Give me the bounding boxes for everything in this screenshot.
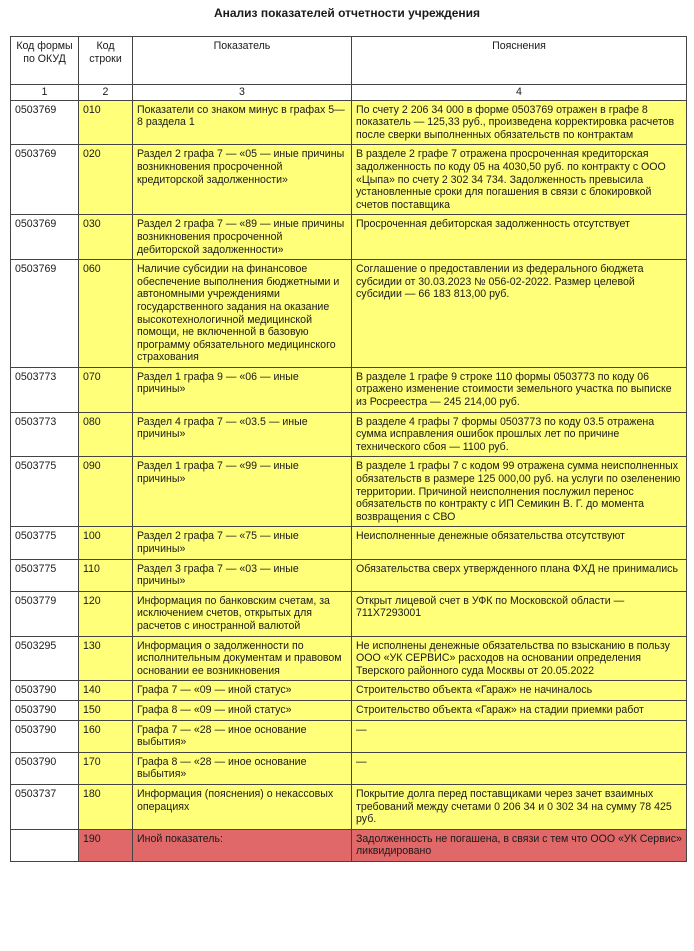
form-code-cell: 0503769 [11,215,79,260]
form-code-cell: 0503769 [11,145,79,215]
note-cell: Открыт лицевой счет в УФК по Московской области — 711Х7293001 [352,591,687,636]
form-code-cell: 0503779 [11,591,79,636]
header-notes: Пояснения [352,37,687,85]
header-indicator: Показатель [133,37,352,85]
line-code-cell: 150 [79,700,133,720]
indicator-cell: Раздел 4 графа 7 — «03.5 — иные причины» [133,412,352,457]
table-row [11,700,687,720]
indicator-cell: Показатели со знаком минус в графах 5—8 раздела 1 [133,100,352,145]
note-cell: Строительство объекта «Гараж» не начиналось [352,681,687,701]
line-code-cell: 110 [79,559,133,591]
note-cell: В разделе 4 графы 7 формы 0503773 по коду 03.5 отражена сумма исправления ошибок прошлых лет по причине технического сбоя — 1100 руб. [352,412,687,457]
table-row [11,215,687,260]
indicator-cell: Наличие субсидии на финансовое обеспечение выполнения бюджетными и автономными учреждениями государственного задания на оказание высокотехнологичной медицинской помощи, не включенной в базовую программу обязательного медицинского страхования [133,260,352,368]
form-code-cell: 0503773 [11,367,79,412]
line-code-cell: 070 [79,367,133,412]
header-line-code: Код строки [79,37,133,85]
indicator-cell: Информация по банковским счетам, за исключением счетов, открытых для расчетов с иностранной валютой [133,591,352,636]
table-row [11,527,687,559]
line-code-cell: 030 [79,215,133,260]
indicator-cell: Раздел 2 графа 7 — «75 — иные причины» [133,527,352,559]
note-cell: Не исполнены денежные обязательства по взысканию в пользу ООО «УК СЕРВИС» расходов на основании определения Тверского районного суда Москвы от 20.05.2022 [352,636,687,681]
indicator-cell: Графа 7 — «28 — иное основание выбытия» [133,720,352,752]
indicator-cell: Графа 8 — «28 — иное основание выбытия» [133,752,352,784]
form-code-cell: 0503769 [11,260,79,368]
note-cell: Задолженность не погашена, в связи с тем что ООО «УК Сервис» ликвидировано [352,829,687,861]
form-code-cell: 0503773 [11,412,79,457]
table-row [11,752,687,784]
form-code-cell [11,829,79,861]
note-cell: Покрытие долга перед поставщиками через зачет взаимных требований между счетами 0 206 34 и 0 302 34 на сумму 78 425 руб. [352,784,687,829]
indicator-cell: Раздел 1 графа 9 — «06 — иные причины» [133,367,352,412]
note-cell: В разделе 1 графы 7 с кодом 99 отражена сумма неисполненных обязательств в размере 125 000,00 руб. на услуги по озеленению территории. Причиной неисполнения послужил перенос обязательств по контракту с ИП Семикин В. Г. до момента возвращения с СВО [352,457,687,527]
form-code-cell: 0503790 [11,752,79,784]
indicator-cell: Графа 8 — «09 — иной статус» [133,700,352,720]
page-title: Анализ показателей отчетности учреждения [213,6,481,20]
note-cell: — [352,752,687,784]
table-row [11,591,687,636]
table-row [11,720,687,752]
table-row [11,457,687,527]
table-row [11,100,687,145]
note-cell: Обязательства сверх утвержденного плана ФХД не принимались [352,559,687,591]
table-row [11,681,687,701]
table-row [11,784,687,829]
line-code-cell: 170 [79,752,133,784]
indicator-cell: Иной показатель: [133,829,352,861]
indicator-cell: Графа 7 — «09 — иной статус» [133,681,352,701]
table-header-row [11,37,687,85]
form-code-cell: 0503775 [11,559,79,591]
table-row [11,559,687,591]
table-row [11,367,687,412]
line-code-cell: 090 [79,457,133,527]
table-row [11,412,687,457]
column-number: 4 [352,85,687,101]
note-cell: Просроченная дебиторская задолженность отсутствует [352,215,687,260]
indicators-table [10,36,687,862]
form-code-cell: 0503790 [11,681,79,701]
form-code-cell: 0503737 [11,784,79,829]
column-number: 2 [79,85,133,101]
indicator-cell: Раздел 2 графа 7 — «05 — иные причины возникновения просроченной кредиторской задолженности» [133,145,352,215]
indicator-cell: Раздел 3 графа 7 — «03 — иные причины» [133,559,352,591]
note-cell: — [352,720,687,752]
table-row [11,829,687,861]
form-code-cell: 0503775 [11,457,79,527]
note-cell: По счету 2 206 34 000 в форме 0503769 отражен в графе 8 показатель — 125,33 руб., произведена корректировка расчетов после сверки выполненных обязательств по контрактам [352,100,687,145]
line-code-cell: 010 [79,100,133,145]
column-number: 1 [11,85,79,101]
form-code-cell: 0503790 [11,720,79,752]
line-code-cell: 130 [79,636,133,681]
line-code-cell: 190 [79,829,133,861]
line-code-cell: 100 [79,527,133,559]
column-number-row [11,85,687,101]
form-code-cell: 0503775 [11,527,79,559]
note-cell: Неисполненные денежные обязательства отсутствуют [352,527,687,559]
indicator-cell: Информация о задолженности по исполнительным документам и правовом основании ее возникновения [133,636,352,681]
form-code-cell: 0503769 [11,100,79,145]
note-cell: Соглашение о предоставлении из федерального бюджета субсидии от 30.03.2023 № 056-02-2022. Размер целевой субсидии — 66 183 813,00 руб. [352,260,687,368]
note-cell: В разделе 1 графе 9 строке 110 формы 0503773 по коду 06 отражено изменение стоимости земельного участка по выписке из Росреестра — 245 214,00 руб. [352,367,687,412]
line-code-cell: 080 [79,412,133,457]
note-cell: В разделе 2 графе 7 отражена просроченная кредиторская задолженность по коду 05 на 4030,50 руб. по контракту с ООО «Цыпа» по счету 2 302 34 734. Задолженность превысила установленные сроки для погашения в связи с блокировкой счетов поставщика [352,145,687,215]
indicator-cell: Информация (пояснения) о некассовых операциях [133,784,352,829]
indicator-cell: Раздел 1 графа 7 — «99 — иные причины» [133,457,352,527]
form-code-cell: 0503295 [11,636,79,681]
form-code-cell: 0503790 [11,700,79,720]
header-form-code: Код формы по ОКУД [11,37,79,85]
column-number: 3 [133,85,352,101]
line-code-cell: 140 [79,681,133,701]
line-code-cell: 160 [79,720,133,752]
line-code-cell: 120 [79,591,133,636]
table-row [11,260,687,368]
table-row [11,145,687,215]
line-code-cell: 060 [79,260,133,368]
indicator-cell: Раздел 2 графа 7 — «89 — иные причины возникновения просроченной дебиторской задолженности» [133,215,352,260]
line-code-cell: 020 [79,145,133,215]
note-cell: Строительство объекта «Гараж» на стадии приемки работ [352,700,687,720]
line-code-cell: 180 [79,784,133,829]
table-row [11,636,687,681]
